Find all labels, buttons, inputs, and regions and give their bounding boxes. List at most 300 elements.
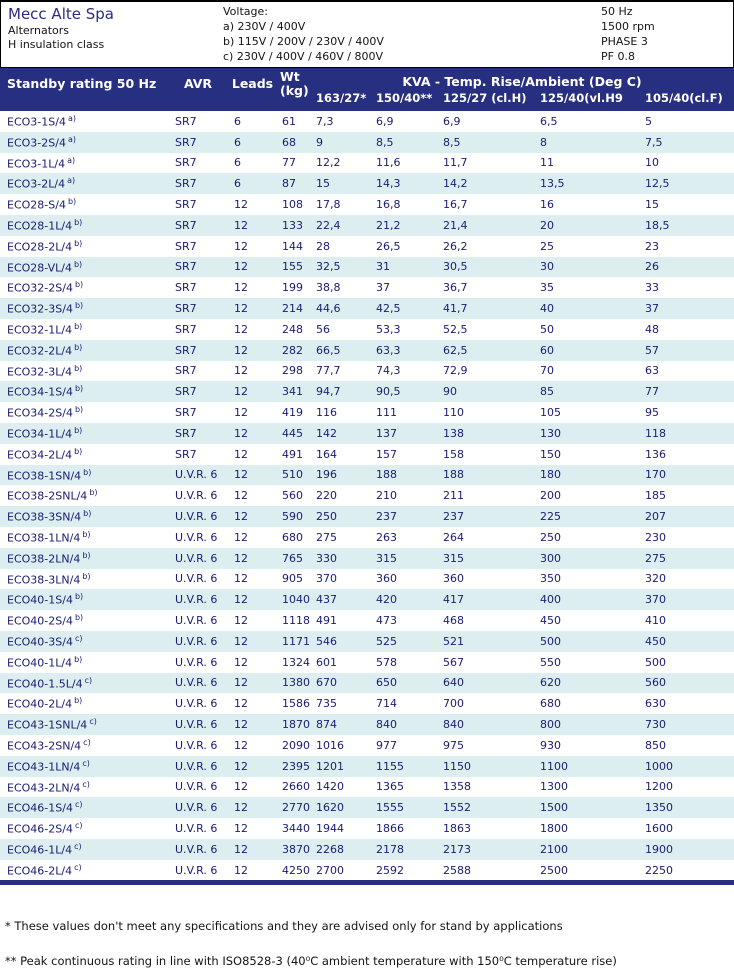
leads-cell: 12 — [234, 572, 248, 586]
table-row — [0, 444, 734, 465]
kva-cell: 300 — [540, 551, 561, 565]
leads-cell: 12 — [234, 364, 248, 378]
kva-cell: 491 — [316, 614, 337, 628]
leads-cell: 12 — [234, 510, 248, 524]
model-cell — [0, 156, 168, 171]
kva-cell: 350 — [540, 572, 561, 586]
wt-cell: 61 — [282, 114, 296, 128]
model-name: ECO40-1.5L/4 — [7, 677, 83, 691]
kva-cell: 1016 — [316, 738, 344, 752]
weight-unit-line1: Wt — [280, 69, 300, 84]
model-note: b) — [74, 426, 83, 436]
model-note: c) — [82, 779, 90, 789]
header-specs-column — [601, 2, 733, 67]
kva-cell: 164 — [316, 447, 337, 461]
wt-cell: 2395 — [282, 759, 310, 773]
table-row — [0, 548, 734, 569]
kva-cell: 930 — [540, 738, 561, 752]
wt-cell: 445 — [282, 426, 303, 440]
wt-cell: 133 — [282, 218, 303, 232]
model-note: c) — [84, 675, 93, 685]
table-row — [0, 569, 734, 590]
wt-cell: 68 — [282, 135, 296, 149]
model-cell — [0, 800, 168, 815]
model-cell — [0, 613, 168, 628]
model-cell — [0, 655, 168, 670]
model-cell — [0, 218, 168, 233]
wt-cell: 1586 — [282, 697, 310, 711]
model-note: c) — [74, 800, 83, 810]
model-name: ECO32-3S/4 — [7, 302, 73, 316]
model-cell — [0, 260, 168, 275]
kva-cell: 1100 — [540, 759, 568, 773]
spec-power-factor: PF 0.8 — [601, 50, 635, 63]
table-row — [0, 277, 734, 298]
wt-cell: 3870 — [282, 842, 310, 856]
kva-cell: 7,5 — [645, 135, 663, 149]
avr-cell: U.V.R. 6 — [175, 801, 218, 815]
model-cell — [0, 821, 168, 836]
kva-cell: 1365 — [376, 780, 404, 794]
model-cell — [0, 696, 168, 711]
kva-cell: 94,7 — [316, 385, 341, 399]
model-cell — [0, 572, 168, 587]
model-cell — [0, 551, 168, 566]
model-name: ECO38-2LN/4 — [7, 552, 81, 566]
avr-cell: SR7 — [175, 343, 197, 357]
table-row — [0, 257, 734, 278]
model-cell — [0, 343, 168, 358]
wt-cell: 4250 — [282, 863, 310, 877]
kva-cell: 95 — [645, 406, 659, 420]
leads-cell: 12 — [234, 842, 248, 856]
kva-cell: 21,2 — [376, 218, 401, 232]
model-cell — [0, 530, 168, 545]
model-note: a) — [67, 176, 76, 186]
spec-phase: PHASE 3 — [601, 35, 648, 48]
model-cell — [0, 676, 168, 691]
avr-cell: SR7 — [175, 177, 197, 191]
model-name: ECO34-2S/4 — [7, 406, 73, 420]
kva-cell: 5 — [645, 114, 652, 128]
model-name: ECO28-VL/4 — [7, 261, 72, 275]
kva-cell: 25 — [540, 239, 554, 253]
leads-cell: 12 — [234, 302, 248, 316]
leads-cell: 12 — [234, 218, 248, 232]
table-row — [0, 631, 734, 652]
kva-cell: 40 — [540, 302, 554, 316]
kva-cell: 1420 — [316, 780, 344, 794]
table-row — [0, 153, 734, 174]
kva-subheader-125-40: 125/40(vl.H9 — [540, 91, 623, 105]
kva-cell: 977 — [376, 738, 397, 752]
kva-cell: 30,5 — [443, 260, 468, 274]
kva-cell: 437 — [316, 593, 337, 607]
table-row — [0, 402, 734, 423]
avr-cell: U.V.R. 6 — [175, 655, 218, 669]
model-cell — [0, 322, 168, 337]
kva-cell: 680 — [540, 697, 561, 711]
avr-cell: SR7 — [175, 364, 197, 378]
avr-cell: SR7 — [175, 281, 197, 295]
kva-cell: 196 — [316, 468, 337, 482]
model-cell — [0, 384, 168, 399]
leads-cell: 12 — [234, 343, 248, 357]
kva-cell: 130 — [540, 426, 561, 440]
kva-cell: 142 — [316, 426, 337, 440]
kva-cell: 32,5 — [316, 260, 341, 274]
kva-cell: 1900 — [645, 842, 673, 856]
avr-cell: SR7 — [175, 239, 197, 253]
wt-cell: 1380 — [282, 676, 310, 690]
kva-cell: 77,7 — [316, 364, 341, 378]
model-name: ECO46-1S/4 — [7, 802, 73, 816]
leads-cell: 12 — [234, 239, 248, 253]
model-note: b) — [74, 322, 83, 332]
kva-cell: 275 — [645, 551, 666, 565]
kva-cell: 567 — [443, 655, 464, 669]
table-row — [0, 485, 734, 506]
kva-cell: 2178 — [376, 842, 404, 856]
kva-cell: 578 — [376, 655, 397, 669]
kva-cell: 2700 — [316, 863, 344, 877]
kva-cell: 473 — [376, 614, 397, 628]
model-note: c) — [74, 633, 83, 643]
table-row — [0, 423, 734, 444]
avr-cell: U.V.R. 6 — [175, 738, 218, 752]
table-row — [0, 839, 734, 860]
kva-cell: 1866 — [376, 821, 404, 835]
kva-cell: 1600 — [645, 821, 673, 835]
kva-cell: 26,5 — [376, 239, 401, 253]
table-row — [0, 236, 734, 257]
wt-cell: 2660 — [282, 780, 310, 794]
model-cell — [0, 592, 168, 607]
model-cell — [0, 364, 168, 379]
leads-cell: 12 — [234, 385, 248, 399]
table-row — [0, 756, 734, 777]
table-row — [0, 111, 734, 132]
model-name: ECO34-2L/4 — [7, 448, 73, 462]
leads-cell: 12 — [234, 406, 248, 420]
leads-cell: 12 — [234, 634, 248, 648]
kva-cell: 2588 — [443, 863, 471, 877]
leads-cell: 12 — [234, 426, 248, 440]
leads-cell: 12 — [234, 260, 248, 274]
kva-cell: 118 — [645, 426, 666, 440]
table-row — [0, 381, 734, 402]
model-name: ECO34-1S/4 — [7, 386, 73, 400]
kva-cell: 230 — [645, 530, 666, 544]
kva-cell: 1500 — [540, 801, 568, 815]
model-name: ECO40-1L/4 — [7, 656, 73, 670]
kva-cell: 180 — [540, 468, 561, 482]
model-name: ECO28-S/4 — [7, 198, 66, 212]
kva-cell: 6,5 — [540, 114, 558, 128]
kva-cell: 400 — [540, 593, 561, 607]
table-row — [0, 132, 734, 153]
kva-cell: 275 — [316, 530, 337, 544]
kva-cell: 185 — [645, 489, 666, 503]
avr-cell: SR7 — [175, 406, 197, 420]
kva-cell: 315 — [376, 551, 397, 565]
leads-cell: 12 — [234, 468, 248, 482]
leads-cell: 12 — [234, 676, 248, 690]
kva-cell: 9 — [316, 135, 323, 149]
model-name: ECO38-3LN/4 — [7, 573, 81, 587]
kva-cell: 1555 — [376, 801, 404, 815]
kva-cell: 158 — [443, 447, 464, 461]
wt-cell: 1171 — [282, 634, 310, 648]
leads-cell: 12 — [234, 780, 248, 794]
model-name: ECO38-1LN/4 — [7, 531, 81, 545]
avr-cell: SR7 — [175, 260, 197, 274]
model-cell — [0, 280, 168, 295]
wt-cell: 1324 — [282, 655, 310, 669]
table-row — [0, 797, 734, 818]
model-name: ECO3-2L/4 — [7, 178, 66, 192]
kva-cell: 63,3 — [376, 343, 401, 357]
kva-cell: 250 — [540, 530, 561, 544]
table-row — [0, 714, 734, 735]
kva-cell: 37 — [645, 302, 659, 316]
kva-cell: 450 — [645, 634, 666, 648]
kva-cell: 62,5 — [443, 343, 468, 357]
voltage-option-c: c) 230V / 400V / 460V / 800V — [223, 50, 384, 63]
table-row — [0, 673, 734, 694]
table-row — [0, 527, 734, 548]
kva-cell: 28 — [316, 239, 330, 253]
avr-cell: U.V.R. 6 — [175, 614, 218, 628]
kva-cell: 2173 — [443, 842, 471, 856]
kva-cell: 14,2 — [443, 177, 468, 191]
kva-cell: 370 — [316, 572, 337, 586]
kva-cell: 7,3 — [316, 114, 334, 128]
wt-cell: 590 — [282, 510, 303, 524]
model-cell — [0, 197, 168, 212]
insulation-class-label: H insulation class — [8, 38, 105, 51]
kva-cell: 20 — [540, 218, 554, 232]
avr-cell: SR7 — [175, 198, 197, 212]
kva-cell: 11,6 — [376, 156, 401, 170]
kva-cell: 500 — [645, 655, 666, 669]
avr-cell: U.V.R. 6 — [175, 863, 218, 877]
wt-cell: 87 — [282, 177, 296, 191]
footnotes-section — [0, 885, 734, 968]
leads-cell: 6 — [234, 156, 241, 170]
footnote-standby: * These values don't meet any specifications and they are advised only for stand by applications — [5, 919, 563, 934]
kva-cell: 111 — [376, 406, 397, 420]
avr-cell: U.V.R. 6 — [175, 759, 218, 773]
model-note: b) — [74, 384, 84, 394]
kva-cell: 1620 — [316, 801, 344, 815]
leads-cell: 12 — [234, 718, 248, 731]
model-cell — [0, 176, 168, 191]
table-row — [0, 818, 734, 839]
kva-cell: 420 — [376, 593, 397, 607]
kva-cell: 44,6 — [316, 302, 341, 316]
kva-cell: 840 — [376, 718, 397, 731]
column-header-avr: AVR — [183, 76, 213, 91]
kva-cell: 2268 — [316, 842, 344, 856]
kva-cell: 735 — [316, 697, 337, 711]
model-cell — [0, 405, 168, 420]
kva-cell: 1863 — [443, 821, 471, 835]
leads-cell: 12 — [234, 738, 248, 752]
wt-cell: 2090 — [282, 738, 310, 752]
model-note: c) — [83, 737, 91, 747]
table-row — [0, 173, 734, 194]
avr-cell: U.V.R. 6 — [175, 821, 218, 835]
table-header-band — [0, 68, 734, 111]
kva-cell: 320 — [645, 572, 666, 586]
wt-cell: 419 — [282, 406, 303, 420]
model-cell — [0, 447, 168, 462]
model-name: ECO28-2L/4 — [7, 240, 73, 254]
leads-cell: 12 — [234, 821, 248, 835]
kva-cell: 1350 — [645, 801, 673, 815]
leads-cell: 12 — [234, 198, 248, 212]
kva-cell: 211 — [443, 489, 464, 503]
avr-cell: U.V.R. 6 — [175, 510, 218, 524]
model-name: ECO34-1L/4 — [7, 427, 73, 441]
model-cell — [0, 634, 168, 649]
kva-group-title: KVA - Temp. Rise/Ambient (Deg C) — [402, 74, 642, 89]
avr-cell: U.V.R. 6 — [175, 634, 218, 648]
model-name: ECO40-1S/4 — [7, 594, 73, 608]
avr-cell: U.V.R. 6 — [175, 489, 218, 503]
table-row — [0, 465, 734, 486]
wt-cell: 2770 — [282, 801, 310, 815]
kva-cell: 150 — [540, 447, 561, 461]
table-row — [0, 215, 734, 236]
voltage-option-a: a) 230V / 400V — [223, 20, 306, 33]
model-note: b) — [74, 654, 83, 664]
kva-cell: 525 — [376, 634, 397, 648]
product-line-label: Alternators — [8, 24, 69, 37]
kva-cell: 200 — [540, 489, 561, 503]
kva-cell: 63 — [645, 364, 659, 378]
model-name: ECO46-1L/4 — [7, 843, 73, 857]
kva-subheader-150-40: 150/40** — [376, 91, 433, 105]
kva-cell: 450 — [540, 614, 561, 628]
model-name: ECO32-3L/4 — [7, 365, 73, 379]
kva-cell: 38,8 — [316, 281, 341, 295]
model-note: b) — [74, 405, 84, 415]
kva-cell: 1201 — [316, 759, 344, 773]
table-row — [0, 860, 734, 881]
footnote-iso8528: ** Peak continuous rating in line with ISO8528-3 (40⁰C ambient temperature with 150⁰C temperature rise) — [5, 954, 617, 969]
model-name: ECO46-2L/4 — [7, 864, 73, 878]
wt-cell: 77 — [282, 156, 296, 170]
kva-cell: 2100 — [540, 842, 568, 856]
kva-cell: 85 — [540, 385, 554, 399]
kva-cell: 207 — [645, 510, 666, 524]
kva-cell: 225 — [540, 510, 561, 524]
leads-cell: 12 — [234, 551, 248, 565]
model-cell — [0, 239, 168, 254]
kva-cell: 468 — [443, 614, 464, 628]
kva-cell: 136 — [645, 447, 666, 461]
kva-cell: 157 — [376, 447, 397, 461]
model-cell — [0, 738, 168, 753]
leads-cell: 12 — [234, 759, 248, 773]
wt-cell: 765 — [282, 551, 303, 565]
model-note: c) — [74, 862, 82, 872]
kva-cell: 360 — [376, 572, 397, 586]
model-name: ECO38-3SN/4 — [7, 510, 82, 524]
voltage-option-b: b) 115V / 200V / 230V / 400V — [223, 35, 384, 48]
model-note: b) — [82, 530, 91, 539]
avr-cell: U.V.R. 6 — [175, 593, 218, 607]
model-name: ECO32-2L/4 — [7, 344, 73, 358]
model-name: ECO38-2SNL/4 — [7, 490, 88, 504]
kva-cell: 16 — [540, 198, 554, 212]
kva-cell: 15 — [645, 198, 659, 212]
kva-cell: 138 — [443, 426, 464, 440]
model-note: b) — [67, 197, 77, 207]
wt-cell: 491 — [282, 447, 303, 461]
leads-cell: 12 — [234, 530, 248, 544]
wt-cell: 144 — [282, 239, 303, 253]
kva-cell: 33 — [645, 281, 659, 295]
kva-subheader-105-40: 105/40(cl.F) — [645, 91, 723, 105]
model-note: b) — [74, 446, 83, 456]
kva-cell: 874 — [316, 718, 337, 731]
leads-cell: 12 — [234, 697, 248, 711]
kva-cell: 1552 — [443, 801, 471, 815]
kva-cell: 640 — [443, 676, 464, 690]
kva-cell: 48 — [645, 322, 659, 336]
kva-subheader-125-27: 125/27 (cl.H) — [443, 91, 527, 105]
leads-cell: 12 — [234, 281, 248, 295]
leads-cell: 12 — [234, 863, 248, 877]
kva-cell: 8,5 — [376, 135, 394, 149]
kva-cell: 15 — [316, 177, 330, 191]
avr-cell: SR7 — [175, 135, 197, 149]
avr-cell: SR7 — [175, 447, 197, 461]
weight-unit-line2: (kg) — [280, 83, 309, 98]
kva-cell: 1000 — [645, 759, 673, 773]
kva-cell: 10 — [645, 156, 659, 170]
kva-cell: 16,7 — [443, 198, 468, 212]
avr-cell: SR7 — [175, 322, 197, 336]
leads-cell: 6 — [234, 114, 241, 128]
leads-cell: 12 — [234, 489, 248, 503]
avr-cell: U.V.R. 6 — [175, 780, 218, 794]
leads-cell: 6 — [234, 177, 241, 191]
kva-cell: 26,2 — [443, 239, 468, 253]
model-name: ECO43-2SN/4 — [7, 739, 82, 753]
leads-cell: 12 — [234, 593, 248, 607]
kva-cell: 35 — [540, 281, 554, 295]
company-name: Mecc Alte Spa — [8, 5, 114, 23]
kva-cell: 6,9 — [376, 114, 394, 128]
spec-frequency: 50 Hz — [601, 5, 633, 18]
kva-cell: 11 — [540, 156, 554, 170]
table-row — [0, 319, 734, 340]
wt-cell: 680 — [282, 530, 303, 544]
avr-cell: U.V.R. 6 — [175, 572, 218, 586]
model-note: b) — [82, 550, 91, 560]
kva-cell: 8,5 — [443, 135, 461, 149]
model-cell — [0, 780, 168, 795]
model-note: b) — [74, 696, 83, 706]
kva-cell: 410 — [645, 614, 666, 628]
kva-cell: 1300 — [540, 780, 568, 794]
kva-cell: 26 — [645, 260, 659, 274]
kva-subheaders — [310, 91, 734, 105]
